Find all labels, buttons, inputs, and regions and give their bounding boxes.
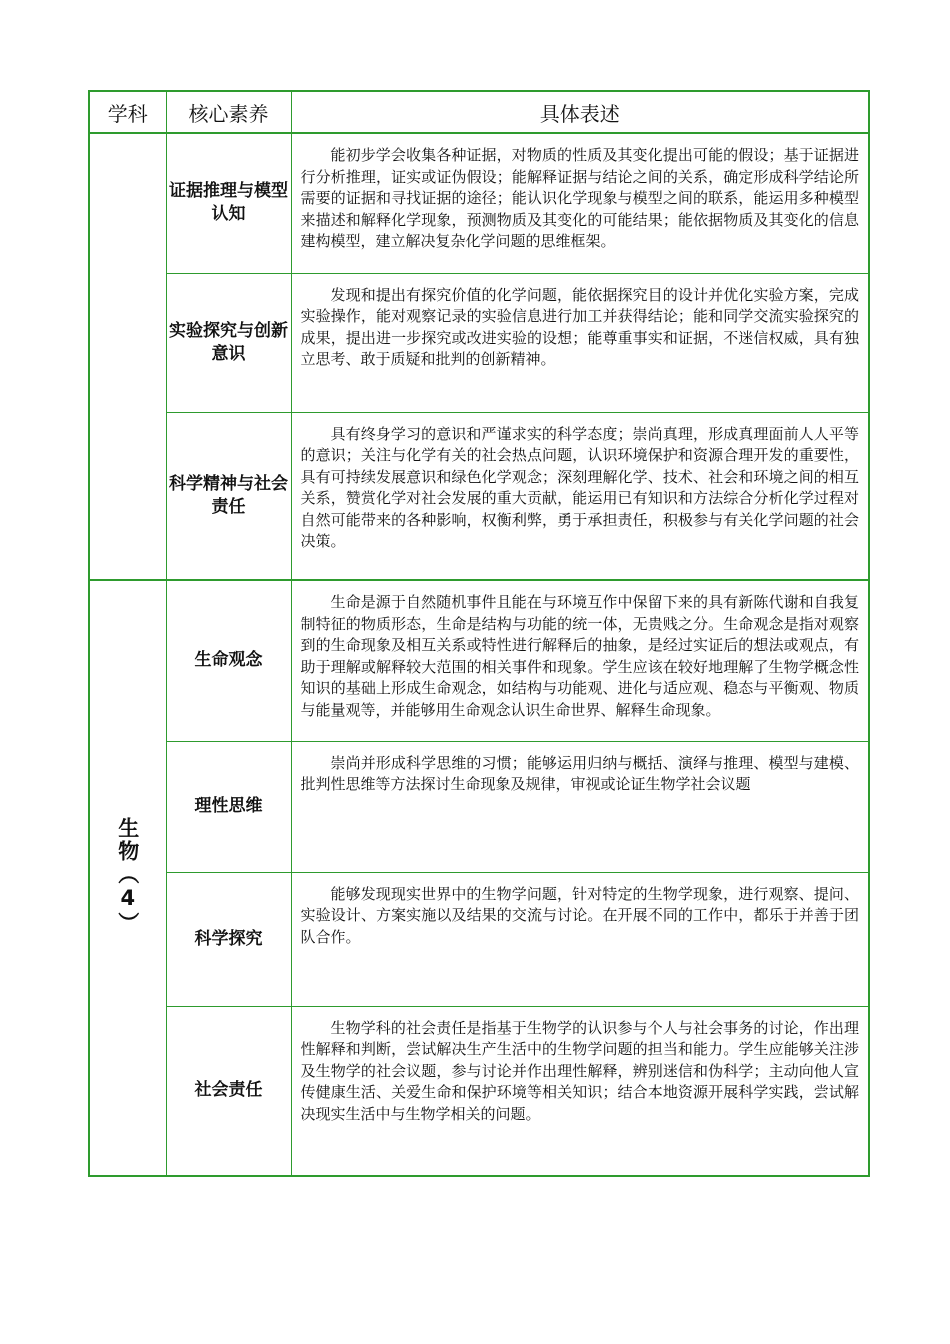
description-text: 生命是源于自然随机事件且能在与环境互作中保留下来的具有新陈代谢和自我复制特征的物质形态，生命是结构与功能的统一体，无贵贱之分。生命观念是指对观察到的生命现象及相互关系或特性进行解释后的抽象，是经过实证后的想法或观点，有助于理解或解释较大范围的相关事件和现象。学生应该在较好地理解了生物学概念性知识的基础上形成生命观念，如结构与功能观、进化与适应观、稳态与平衡观、物质与能量观等，并能够用生命观念认识生命世界、解释生命现象。 [300,593,859,719]
description-text: 发现和提出有探究价值的化学问题，能依据探究目的设计并优化实验方案，完成实验操作，能对观察记录的实验信息进行加工并获得结论；能和同学交流实验探究的成果，提出进一步探究或改进实验的设想；能尊重事实和证据，不迷信权威，具有独立思考、敢于质疑和批判的创新精神。 [300,285,859,369]
literacy-cell: 科学精神与社会责任 [166,412,291,580]
description-cell [291,741,869,872]
description-cell [291,273,869,412]
subject-label: 生物（4） [115,816,140,935]
description-cell [291,580,869,741]
description-text: 能够发现现实世界中的生物学问题，针对特定的生物学现象，进行观察、提问、实验设计、方案实施以及结果的交流与讨论。在开展不同的工作中，都乐于并善于团队合作。 [300,884,859,946]
description-text: 能初步学会收集各种证据，对物质的性质及其变化提出可能的假设；基于证据进行分析推理，证实或证伪假设；能解释证据与结论之间的关系，确定形成科学结论所需要的证据和寻找证据的途径；能认识化学现象与模型之间的联系，能运用多种模型来描述和解释化学现象，预测物质及其变化的可能结果；能依据物质及其变化的信息建构模型，建立解决复杂化学问题的思维框架。 [300,146,859,251]
header-subject: 学科 [89,91,166,133]
table-row [89,580,869,741]
table-header-row [89,91,869,133]
table-row [89,412,869,580]
table-row [89,872,869,1006]
table-row [89,741,869,872]
literacy-cell: 社会责任 [166,1006,291,1176]
subject-cell-chemistry [89,133,166,580]
description-text: 生物学科的社会责任是指基于生物学的认识参与个人与社会事务的讨论，作出理性解释和判断，尝试解决生产生活中的生物学问题的担当和能力。学生应能够关注涉及生物学的社会议题，参与讨论并作出理性解释，辨别迷信和伪科学；主动向他人宣传健康生活、关爱生命和保护环境等相关知识；结合本地资源开展科学实践，尝试解决现实生活中与生物学相关的问题。 [300,1018,859,1123]
literacy-cell: 证据推理与模型认知 [166,133,291,273]
literacy-cell: 生命观念 [166,580,291,741]
description-cell [291,872,869,1006]
table-row [89,133,869,273]
header-description: 具体表述 [291,91,869,133]
core-literacy-table [88,90,870,1177]
literacy-cell: 理性思维 [166,741,291,872]
table-row [89,273,869,412]
literacy-cell: 科学探究 [166,872,291,1006]
description-cell [291,1006,869,1176]
description-cell [291,133,869,273]
header-literacy: 核心素养 [166,91,291,133]
literacy-cell: 实验探究与创新意识 [166,273,291,412]
subject-cell-biology [89,580,166,1176]
description-text: 崇尚并形成科学思维的习惯；能够运用归纳与概括、演绎与推理、模型与建模、批判性思维等方法探讨生命现象及规律，审视或论证生物学社会议题 [300,753,859,794]
table-row [89,1006,869,1176]
description-cell [291,412,869,580]
description-text: 具有终身学习的意识和严谨求实的科学态度；崇尚真理，形成真理面前人人平等的意识；关注与化学有关的社会热点问题，认识环境保护和资源合理开发的重要性，具有可持续发展意识和绿色化学观念；深刻理解化学、技术、社会和环境之间的相互关系，赞赏化学对社会发展的重大贡献，能运用已有知识和方法综合分析化学过程对自然可能带来的各种影响，权衡利弊，勇于承担责任，积极参与有关化学问题的社会决策。 [300,424,859,551]
